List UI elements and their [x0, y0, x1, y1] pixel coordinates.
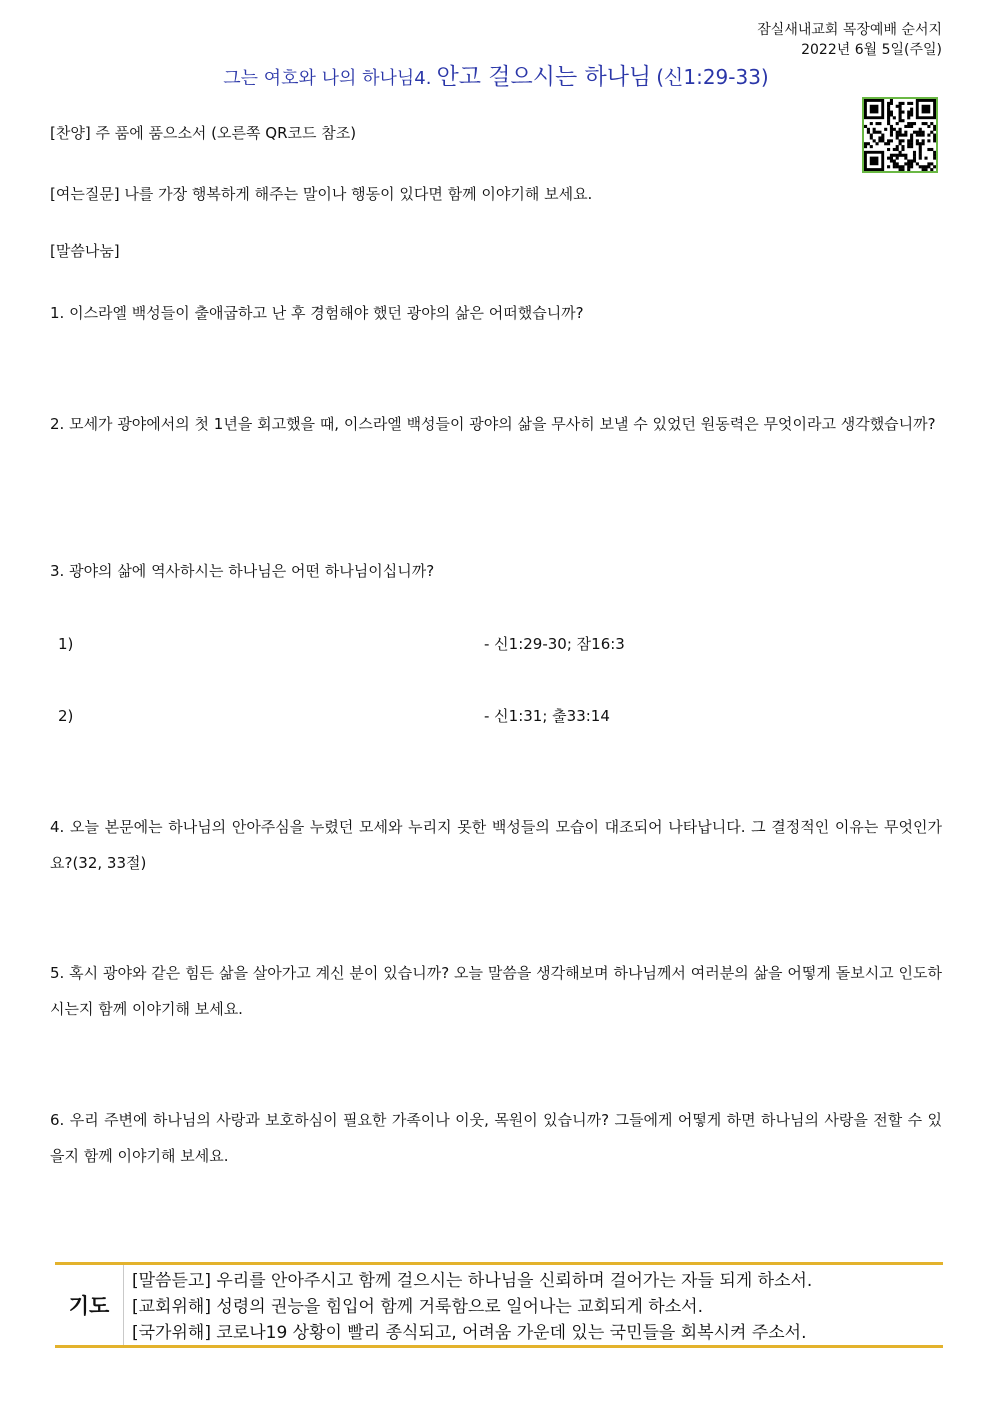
series-title: 그는 여호와 나의 하나님4. [223, 68, 432, 89]
prayer-label: 기도 [55, 1265, 124, 1345]
prayer-list [124, 1265, 812, 1345]
service-date: 2022년 6월 5일(주일) [801, 42, 942, 58]
question-3-sub-2-reference: - 신1:31; 출33:14 [484, 707, 610, 725]
question-6: 6. 우리 주변에 하나님의 사랑과 보호하심이 필요한 가족이나 이웃, 목원이 있습니까? 그들에게 어떻게 하면 하나님의 사랑을 전할 수 있을지 함께 이야기해 보세요. [50, 1111, 942, 1165]
question-5: 5. 혹시 광야와 같은 힘든 삶을 살아가고 계신 분이 있습니까? 오늘 말씀을 생각해보며 하나님께서 여러분의 삶을 어떻게 돌보시고 인도하시는지 함께 이야기해 보세요. [50, 964, 942, 1018]
prayer-item-church: [교회위해] 성령의 권능을 힘입어 함께 거룩함으로 일어나는 교회되게 하소서. [132, 1297, 703, 1317]
sharing-heading: [말씀나눔] [50, 242, 120, 260]
question-3-sub-2-number: 2) [58, 707, 74, 725]
question-4: 4. 오늘 본문에는 하나님의 안아주심을 누렸던 모세와 누리지 못한 백성들의 모습이 대조되어 나타납니다. 그 결정적인 이유는 무엇인가요?(32, 33절) [50, 818, 942, 872]
document-header [757, 20, 942, 60]
scripture-reference: (신1:29-33) [656, 65, 769, 89]
opening-question: [여는질문] 나를 가장 행복하게 해주는 말이나 행동이 있다면 함께 이야기해 보세요. [50, 185, 593, 203]
question-3: 3. 광야의 삶에 역사하시는 하나님은 어떤 하나님이십니까? [50, 562, 435, 580]
main-title: 안고 걸으시는 하나님 [436, 64, 652, 90]
church-name: 잠실새내교회 목장예배 순서지 [757, 22, 942, 38]
question-3-sub-1-number: 1) [58, 635, 74, 653]
hymn-line: [찬양] 주 품에 품으소서 (오른쪽 QR코드 참조) [50, 124, 357, 142]
page-title [0, 58, 992, 91]
question-3-sub-1-reference: - 신1:29-30; 잠16:3 [484, 635, 625, 653]
question-2: 2. 모세가 광야에서의 첫 1년을 회고했을 때, 이스라엘 백성들이 광야의 삶을 무사히 보낼 수 있었던 원동력은 무엇이라고 생각했습니까? [50, 415, 936, 433]
qr-code-icon [862, 97, 938, 173]
prayer-item-nation: [국가위해] 코로나19 상황이 빨리 종식되고, 어려움 가운데 있는 국민들을 회복시켜 주소서. [132, 1323, 807, 1343]
question-1: 1. 이스라엘 백성들이 출애굽하고 난 후 경험해야 했던 광야의 삶은 어떠했습니까? [50, 304, 584, 322]
prayer-box [55, 1262, 943, 1348]
prayer-item-word: [말씀듣고] 우리를 안아주시고 함께 걸으시는 하나님을 신뢰하며 걸어가는 자들 되게 하소서. [132, 1271, 813, 1291]
